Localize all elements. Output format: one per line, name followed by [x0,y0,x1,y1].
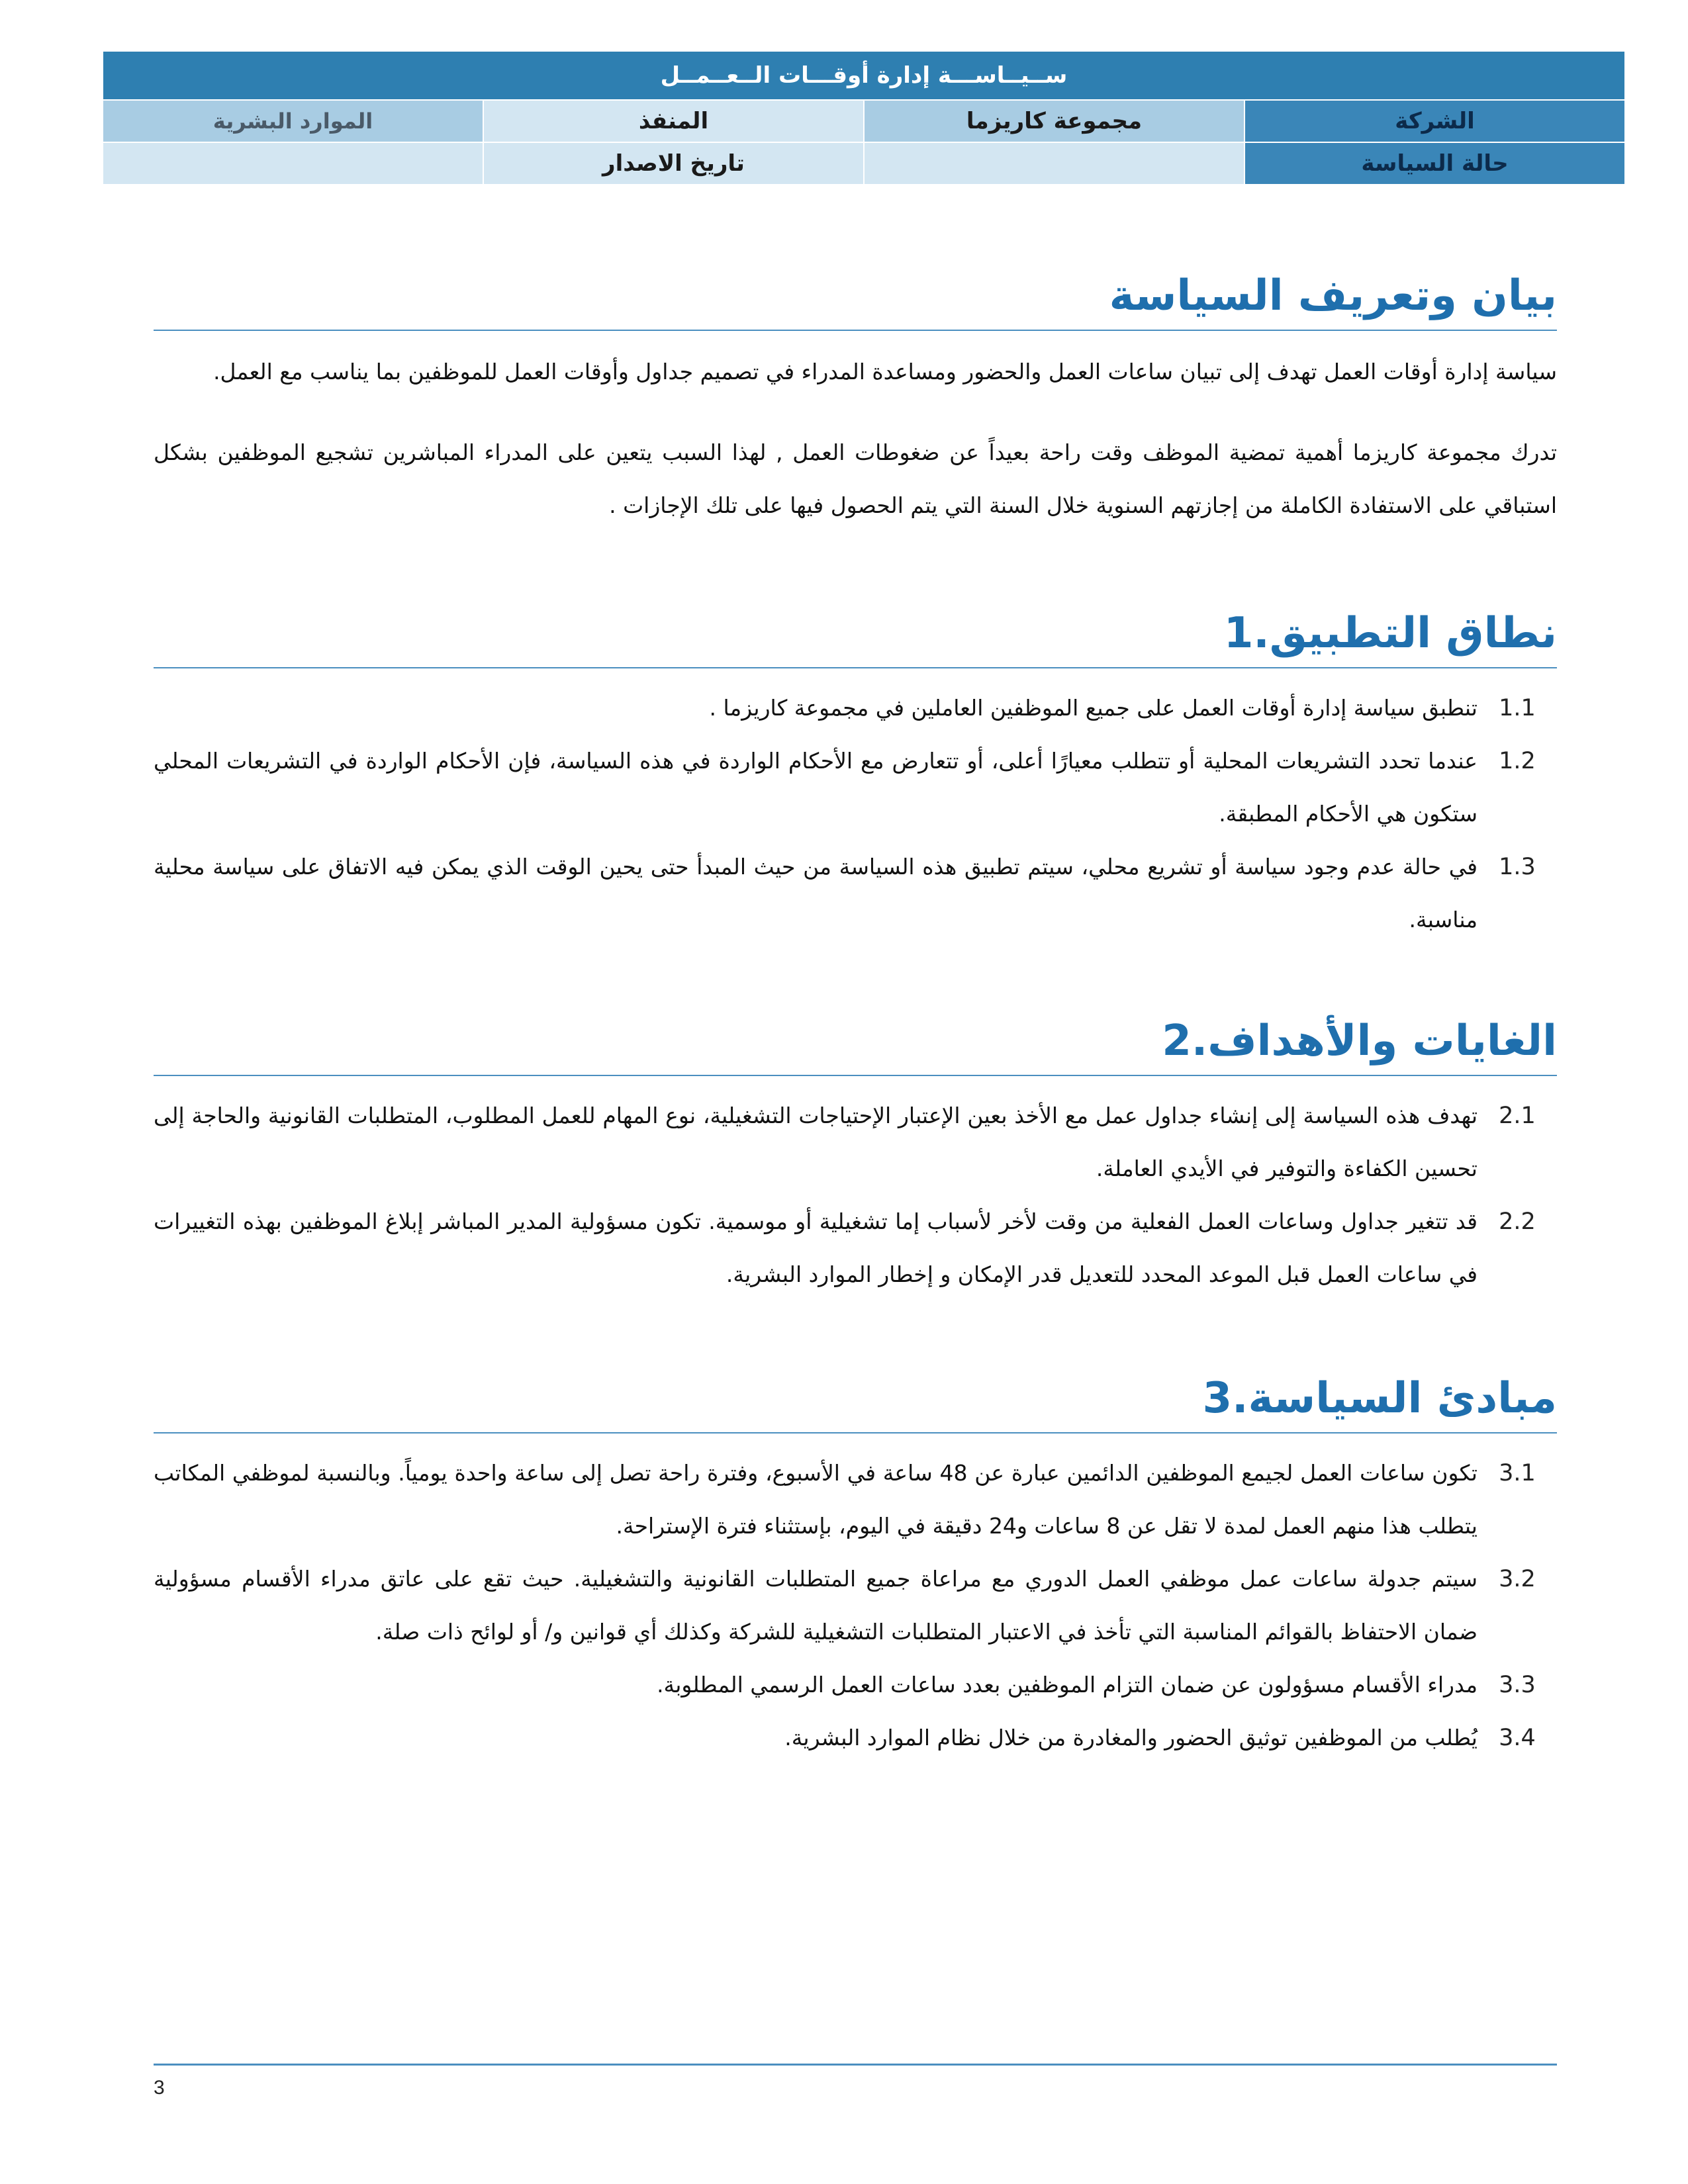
item-text: في حالة عدم وجود سياسة أو تشريع محلي، سيتم تطبيق هذه السياسة من حيث المبدأ حتى يحين الوقت الذي يمكن فيه الاتفاق على سياسة محلية مناسبة. [154,854,1477,933]
list-item [154,1553,1557,1659]
list-item [154,1447,1557,1553]
company-value: مجموعة كاريزما [864,100,1244,142]
list-item [154,735,1557,841]
list-item [154,1195,1557,1301]
item-text: يُطلب من الموظفين توثيق الحضور والمغادرة من خلال نظام الموارد البشرية. [784,1725,1477,1751]
page-number: 3 [154,2077,165,2099]
policy-title: ســيــاســـة إدارة أوقـــات الــعــمــل [103,51,1625,100]
section-goals [154,1017,1557,1301]
issue-date-value [103,142,483,185]
policy-header-table [102,50,1626,185]
status-value [864,142,1244,185]
list-item [154,841,1557,946]
item-text: عندما تحدد التشريعات المحلية أو تتطلب معيارًا أعلى، أو تتعارض مع الأحكام الواردة في هذه السياسة، فإن الأحكام الواردة في التشريعات المحلي ستكون هي الأحكام المطبقة. [154,748,1477,827]
section-principles [154,1374,1557,1764]
intro-paragraph-1: سياسة إدارة أوقات العمل تهدف إلى تبيان ساعات العمل والحضور ومساعدة المدراء في تصميم جداول وأوقات العمل للموظفين بما يناسب مع العمل. [213,359,1557,385]
section-heading: الغايات والأهداف.2 [154,1017,1557,1076]
footer-divider [154,2064,1557,2066]
item-text: تكون ساعات العمل لجيمع الموظفين الدائمين عبارة عن 48 ساعة في الأسبوع، وفترة راحة تصل إلى ساعة واحدة يومياً. وبالنسبة لموظفي المكاتب يتطلب هذا منهم العمل لمدة لا تقل عن 8 ساعات و24 دقيقة في اليوم، بإستثناء فترة الإستراحة. [154,1460,1477,1539]
issue-date-label: تاريخ الاصدار [483,142,864,185]
intro-heading: بيان وتعريف السياسة [154,271,1557,331]
intro-paragraph-2: تدرك مجموعة كاريزما أهمية تمضية الموظف وقت راحة بعيداً عن ضغوطات العمل , لهذا السبب يتعين على المدراء المباشرين تشجيع الموظفين بشكل استباقي على الاستفادة الكاملة من إجازتهم السنوية خلال السنة التي يتم الحصول فيها على تلك الإجازات . [154,439,1557,518]
item-number: 1.3 [1499,854,1536,880]
list-item [154,1659,1557,1711]
item-text: تنطبق سياسة إدارة أوقات العمل على جميع الموظفين العاملين في مجموعة كاريزما . [709,695,1477,721]
item-number: 2.2 [1499,1208,1536,1235]
item-number: 3.4 [1499,1725,1536,1751]
item-number: 3.3 [1499,1672,1536,1698]
item-text: قد تتغير جداول وساعات العمل الفعلية من وقت لأخر لأسباب إما تشغيلية أو موسمية. تكون مسؤولية المدير المباشر إبلاغ الموظفين بهذه التغييرات في ساعات العمل قبل الموعد المحدد للتعديل قدر الإمكان و إخطار الموارد البشرية. [154,1208,1477,1287]
item-number: 2.1 [1499,1103,1536,1129]
item-number: 1.2 [1499,748,1536,774]
company-label: الشركة [1244,100,1625,142]
intro-section [154,271,1557,532]
executor-value: الموارد البشرية [103,100,483,142]
item-text: سيتم جدولة ساعات عمل موظفي العمل الدوري مع مراعاة جميع المتطلبات القانونية والتشغيلية. حيث تقع على عاتق مدراء الأقسام مسؤولية ضمان الاحتفاظ بالقوائم المناسبة التي تأخذ في الاعتبار المتطلبات التشغيلية للشركة وكذلك أي قوانين و/ أو لوائح ذات صلة. [154,1566,1477,1645]
executor-label: المنفذ [483,100,864,142]
status-label: حالة السياسة [1244,142,1625,185]
item-number: 3.2 [1499,1566,1536,1592]
list-item [154,682,1557,735]
item-number: 3.1 [1499,1460,1536,1486]
section-heading: نطاق التطبيق.1 [154,609,1557,668]
list-item [154,1711,1557,1764]
item-text: مدراء الأقسام مسؤولون عن ضمان التزام الموظفين بعدد ساعات العمل الرسمي المطلوبة. [657,1672,1477,1698]
section-heading: مبادئ السياسة.3 [154,1374,1557,1433]
item-number: 1.1 [1499,695,1536,721]
list-item [154,1089,1557,1195]
section-scope [154,609,1557,946]
item-text: تهدف هذه السياسة إلى إنشاء جداول عمل مع الأخذ بعين الإعتبار الإحتياجات التشغيلية، نوع المهام للعمل المطلوب، المتطلبات القانونية والحاجة إلى تحسين الكفاءة والتوفير في الأيدي العاملة. [154,1103,1477,1181]
